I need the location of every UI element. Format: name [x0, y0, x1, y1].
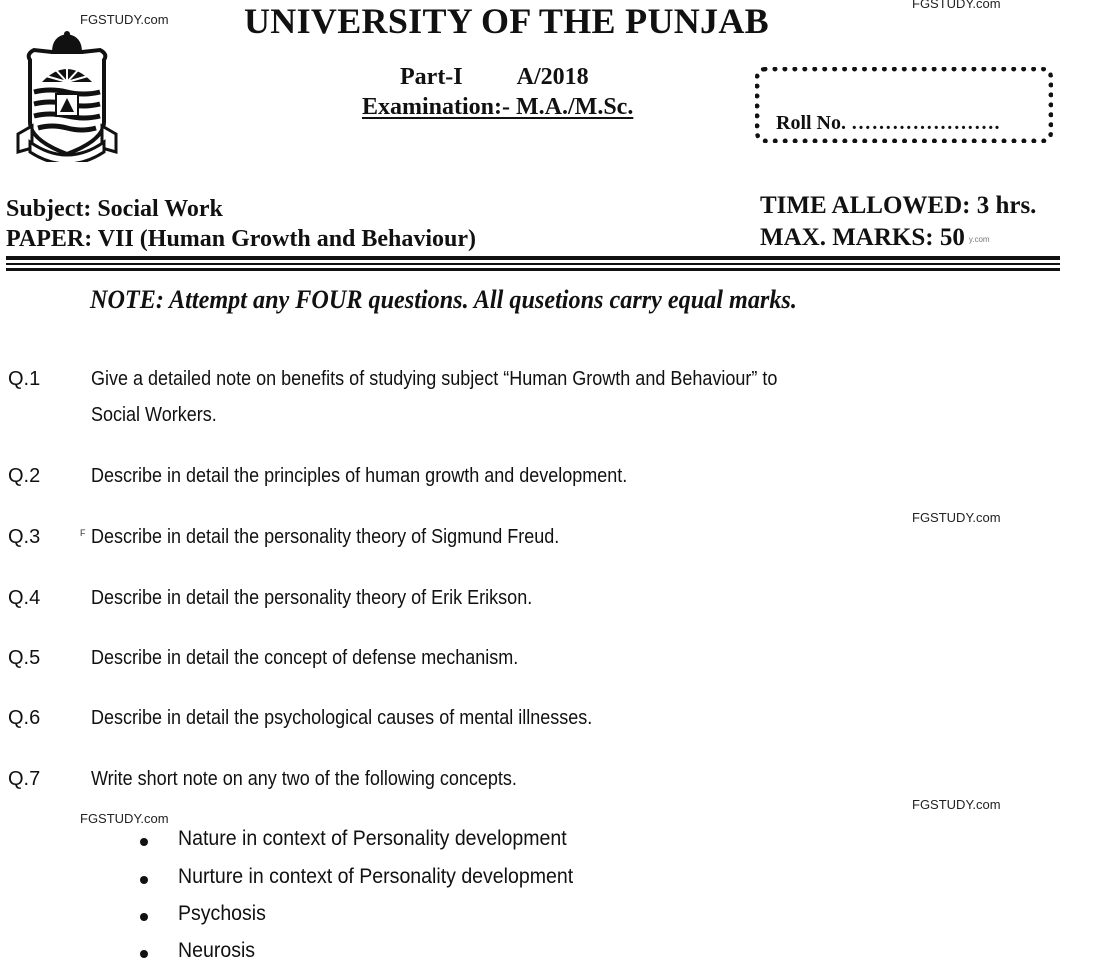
question-text-4: Describe in detail the personality theory of Erik Erikson. [91, 587, 533, 609]
instructions-note: NOTE: Attempt any FOUR questions. All qusetions carry equal marks. [90, 285, 797, 314]
question-number-7: Q.7 [8, 768, 41, 790]
roll-number-field[interactable] [776, 112, 1000, 135]
watermark-lower-left: FGSTUDY.com [80, 811, 169, 826]
max-marks-label: MAX. MARKS: 50 [760, 224, 965, 251]
question-number-2: Q.2 [8, 465, 41, 487]
question-number-1: Q.1 [8, 368, 41, 390]
watermark-top-left: FGSTUDY.com [80, 12, 169, 27]
question-text-1-line-1: Give a detailed note on benefits of studying subject “Human Growth and Behaviour” to [91, 368, 778, 390]
stray-mark: F [80, 528, 86, 538]
bullet-item-4: Neurosis [178, 939, 256, 962]
question-text-5: Describe in detail the concept of defense mechanism. [91, 647, 519, 669]
question-text-3: Describe in detail the personality theory of Sigmund Freud. [91, 526, 560, 548]
session-label: A/2018 [516, 64, 589, 90]
question-number-5: Q.5 [8, 647, 41, 669]
question-number-3: Q.3 [8, 526, 41, 548]
examination-label: Examination:- M.A./M.Sc. [362, 94, 634, 120]
watermark-lower-right: FGSTUDY.com [912, 797, 1001, 812]
university-crest-icon [12, 30, 122, 162]
question-text-7: Write short note on any two of the following concepts. [91, 768, 517, 790]
header-divider-top [6, 256, 1060, 260]
university-title: UNIVERSITY OF THE PUNJAB [244, 1, 769, 41]
bullet-icon [140, 913, 148, 921]
bullet-item-1: Nature in context of Personality development [178, 827, 567, 850]
watermark-mid-right: FGSTUDY.com [912, 510, 1001, 525]
roll-number-label: Roll No. [776, 112, 846, 134]
watermark-top-right: FGSTUDY.com [912, 0, 1001, 11]
bullet-icon [140, 838, 148, 846]
header-divider-middle [6, 263, 1060, 265]
roll-number-box[interactable] [755, 67, 1053, 143]
bullet-item-3: Psychosis [178, 902, 266, 925]
roll-number-blank[interactable]: …………………. [851, 112, 1000, 134]
subject-label: Subject: Social Work [6, 196, 223, 222]
part-label: Part-I [400, 64, 463, 90]
bullet-item-2: Nurture in context of Personality development [178, 865, 574, 888]
question-text-1-line-2: Social Workers. [91, 404, 217, 426]
question-text-6: Describe in detail the psychological causes of mental illnesses. [91, 707, 593, 729]
watermark-marks-suffix: y.com [968, 234, 990, 244]
time-allowed-label: TIME ALLOWED: 3 hrs. [760, 192, 1037, 219]
part-session-line [400, 64, 589, 91]
bullet-icon [140, 876, 148, 884]
question-number-4: Q.4 [8, 587, 41, 609]
max-marks-line [760, 224, 990, 252]
header-divider-bottom [6, 268, 1060, 271]
bullet-icon [140, 950, 148, 958]
question-number-6: Q.6 [8, 707, 41, 729]
question-text-2: Describe in detail the principles of human growth and development. [91, 465, 628, 487]
paper-label: PAPER: VII (Human Growth and Behaviour) [6, 226, 477, 252]
